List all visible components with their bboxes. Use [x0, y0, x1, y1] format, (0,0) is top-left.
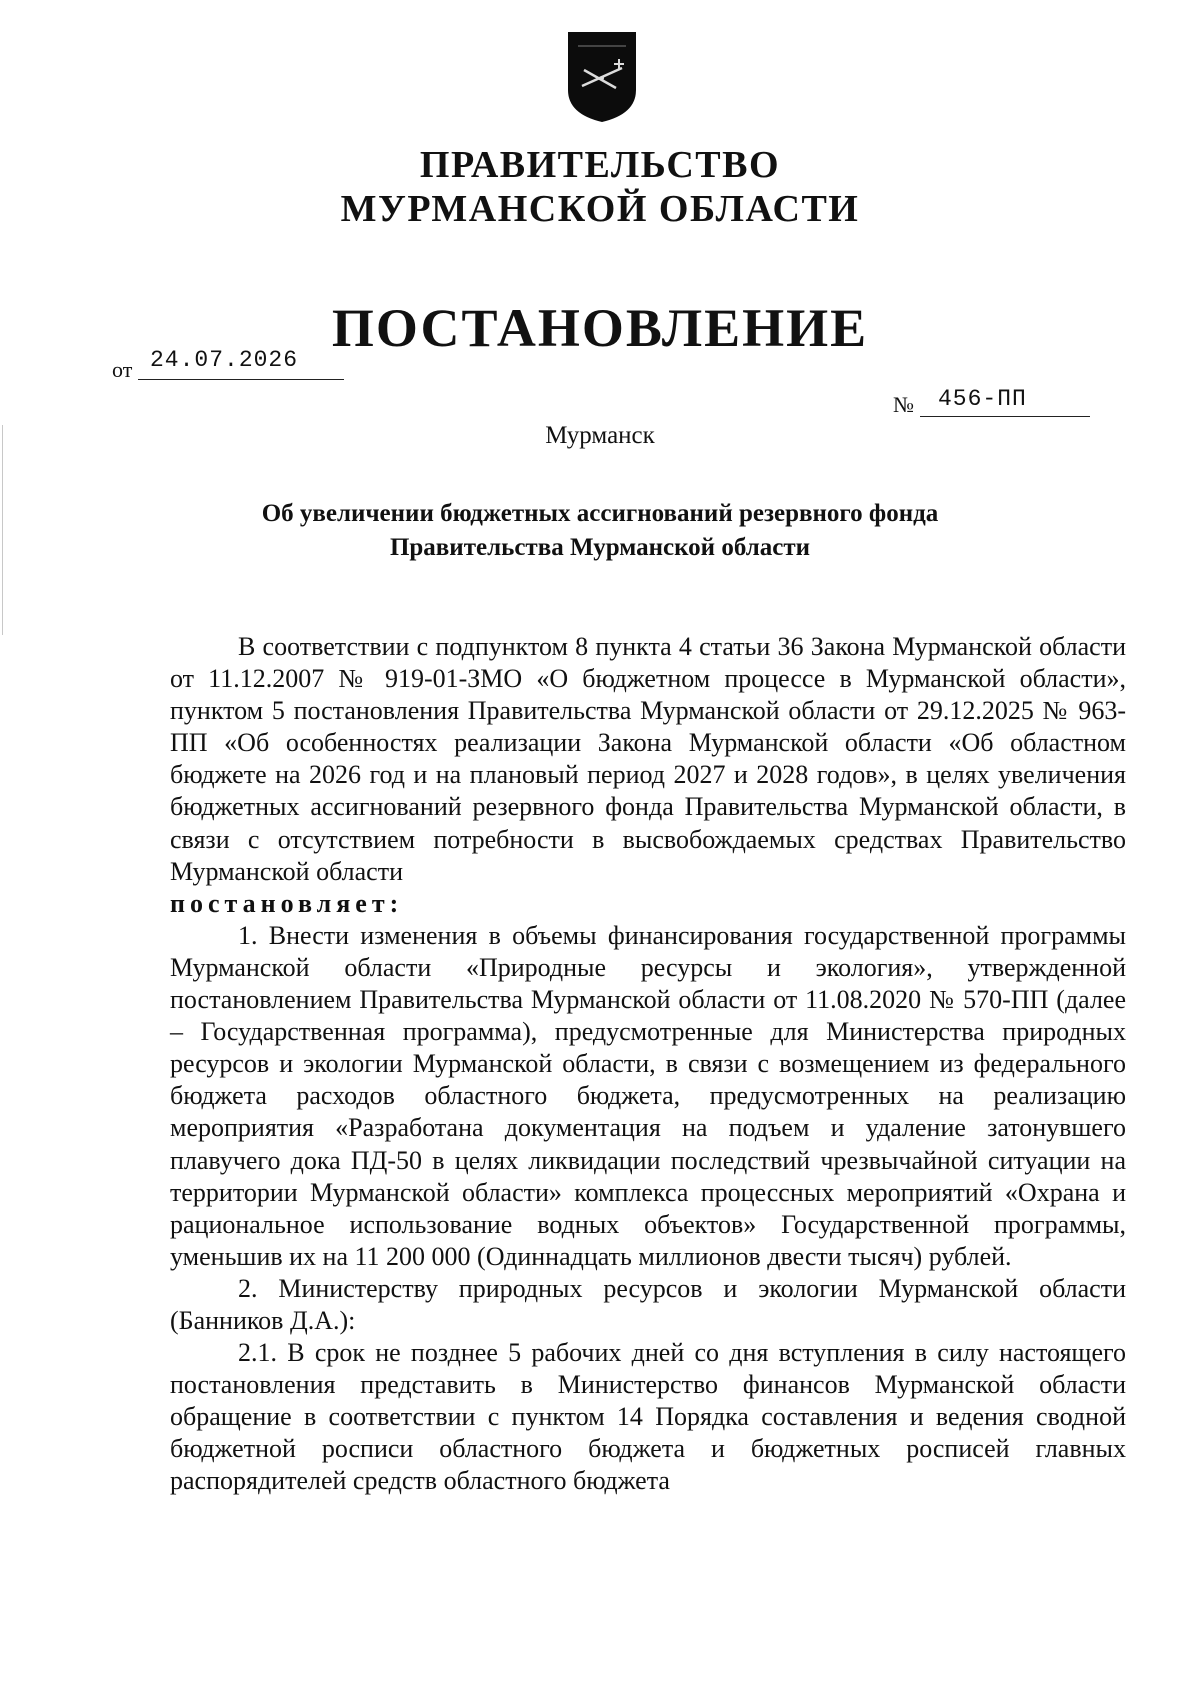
coat-of-arms-icon: [564, 28, 640, 124]
number-label: №: [893, 392, 914, 417]
document-type: ПОСТАНОВЛЕНИЕ: [331, 298, 869, 358]
paragraph-1: 1. Внести изменения в объемы финансирования государственной программы Мурманской области «Природные ресурсы и экология», утвержденной постановлением Правительства Мурманской области от 11.08.2020 № 570-ПП (далее – Государственная программа), предусмотренные для Министерства природных ресурсов и экологии Мурманской области, в связи с возмещением из федерального бюджета расходов областного бюджета, предусмотренных на реализацию мероприятия «Разработана документация на подъем и удаление затонувшего плавучего дока ПД-50 в целях ликвидации последствий чрезвычайной ситуации на территории Мурманской области» комплекса процессных мероприятий «Охрана и рациональное использование водных объектов» Государственной программы, уменьшив их на 11 200 000 (Одиннадцать миллионов двести тысяч) рублей.: [170, 920, 1126, 1271]
heading-line2: Правительства Мурманской области: [389, 534, 811, 561]
government-name-line1: ПРАВИТЕЛЬСТВО: [419, 144, 781, 186]
paragraph-2-1: 2.1. В срок не позднее 5 рабочих дней со дня вступления в силу настоящего постановления представить в Министерство финансов Мурманской области обращение в соответствии с пунктом 14 Порядка составления и ведения сводной бюджетной росписи областного бюджета и бюджетных росписей главных распорядителей средств областного бюджета: [170, 1338, 1126, 1496]
date-underline: [138, 379, 344, 380]
date-value: 24.07.2026: [150, 347, 299, 373]
paragraph-2: 2. Министерству природных ресурсов и экологии Мурманской области (Банников Д.А.):: [170, 1273, 1126, 1335]
document-heading: [0, 497, 1200, 565]
heading-line1: Об увеличении бюджетных ассигнований резервного фонда: [261, 500, 939, 527]
government-name-line2: МУРМАНСКОЙ ОБЛАСТИ: [340, 188, 860, 230]
number-value: 456-ПП: [938, 386, 1027, 412]
city-name: Мурманск: [545, 422, 655, 449]
preamble-paragraph: В соответствии с подпунктом 8 пункта 4 статьи 36 Закона Мурманской области от 11.12.2007 № 919-01-ЗМО «О бюджетном процессе в Мурманской области», пунктом 5 постановления Правительства Мурманской области от 29.12.2025 № 963-ПП «Об особенностях реализации Закона Мурманской области «Об областном бюджете на 2026 год и на плановый период 2027 и 2028 годов», в целях увеличения бюджетных ассигнований резервного фонда Правительства Мурманской области, в связи с отсутствием потребности в высвобождаемых средствах Правительство Мурманской области: [170, 632, 1126, 886]
decree-word: постановляет:: [170, 888, 404, 918]
number-underline: [920, 416, 1090, 417]
document-body: [170, 631, 1126, 1498]
date-label: от: [112, 357, 133, 382]
